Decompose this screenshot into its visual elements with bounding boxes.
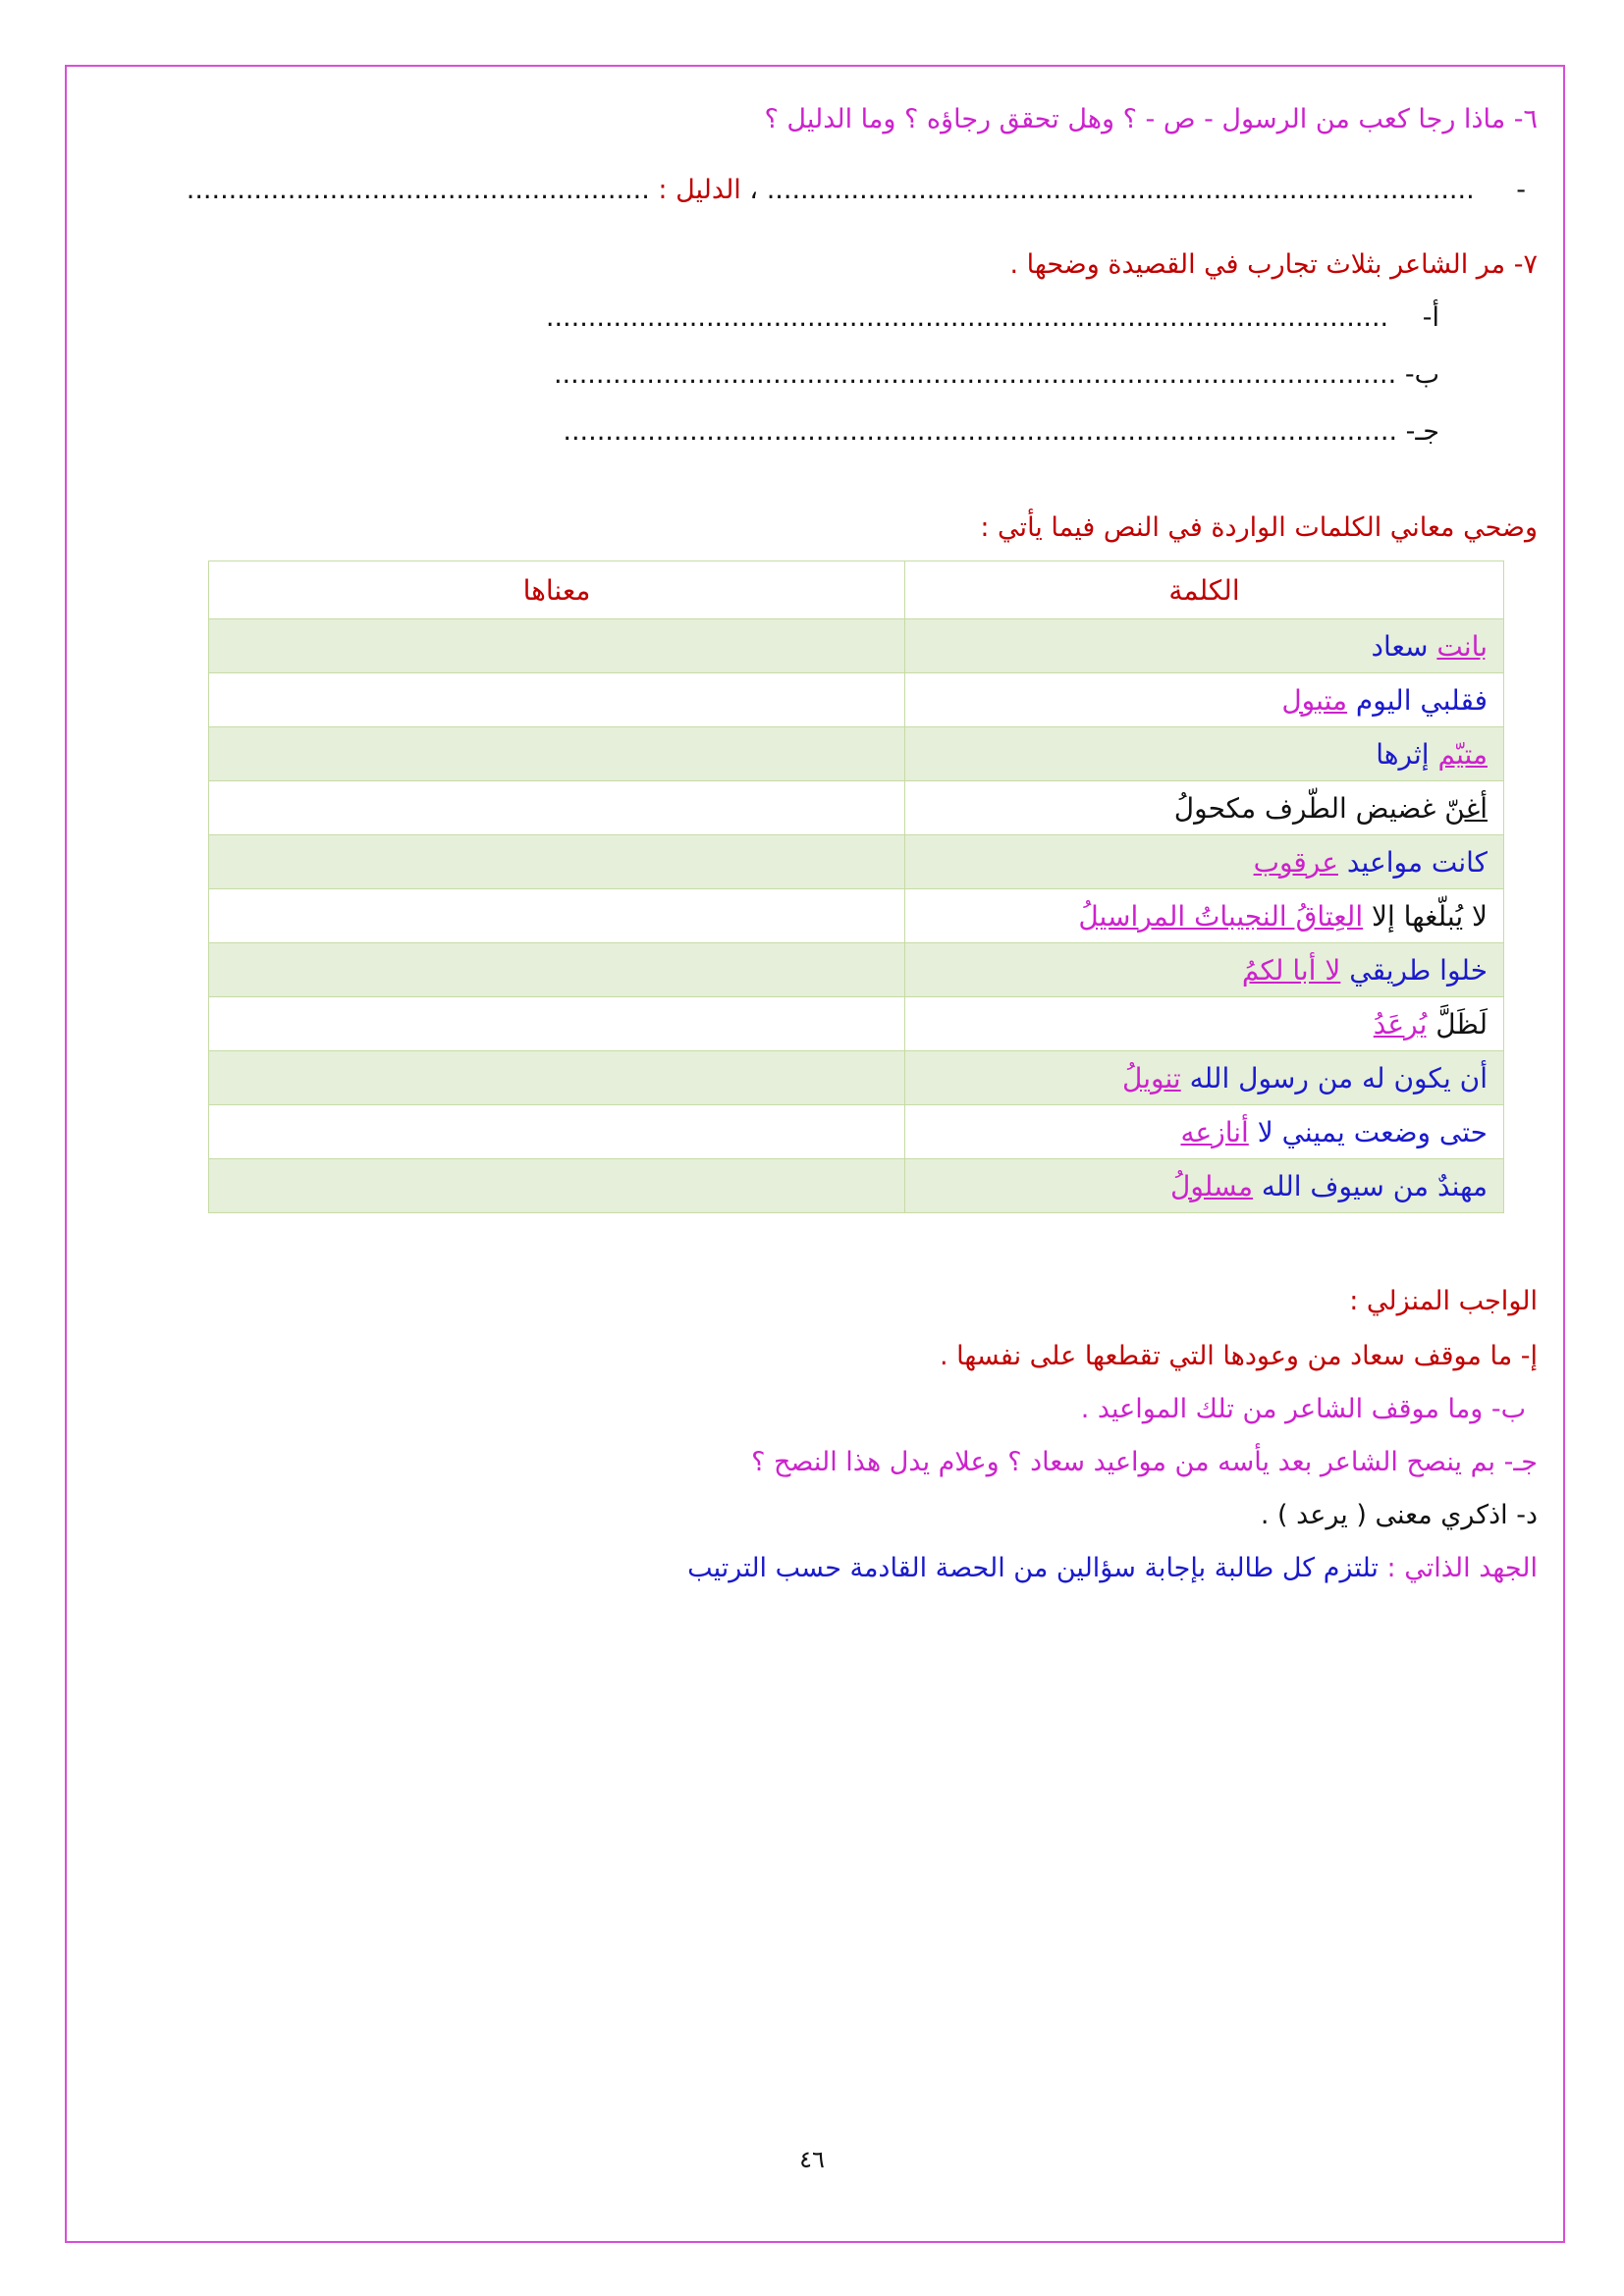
homework-b: ب- وما موقف الشاعر من تلك المواعيد .: [1080, 1394, 1526, 1424]
q7-item-b-label: ب-: [1404, 359, 1439, 390]
table-row: [209, 943, 1504, 997]
meaning-cell[interactable]: [209, 835, 905, 889]
word-cell: [905, 943, 1504, 997]
word-cell: [905, 835, 1504, 889]
q7-item-b: [554, 359, 1439, 390]
self-effort-label: الجهد الذاتي :: [1386, 1553, 1538, 1583]
word-rest: سعاد: [1371, 629, 1437, 663]
word-prefix: لا يُبلّغها إلا: [1363, 899, 1488, 933]
table-row: [209, 673, 1504, 727]
table-row: [209, 1051, 1504, 1105]
table-header-row: [209, 561, 1504, 619]
table-row: [209, 781, 1504, 835]
self-effort-text: تلتزم كل طالبة بإجابة سؤالين من الحصة القادمة حسب الترتيب: [687, 1553, 1387, 1583]
highlighted-word: العِتاقُ النجيباتُ المراسيلُ: [1078, 899, 1364, 933]
word-rest: إثرها: [1376, 737, 1438, 771]
q7-item-a-label: أ-: [1422, 302, 1439, 333]
meaning-cell[interactable]: [209, 889, 905, 943]
answer-comma: ،: [749, 175, 759, 205]
word-cell: [905, 997, 1504, 1051]
meaning-cell[interactable]: [209, 727, 905, 781]
homework-a: إ- ما موقف سعاد من وعودها التي تقطعها على نفسها .: [940, 1341, 1538, 1371]
highlighted-word: تنويلُ: [1122, 1061, 1181, 1095]
answer-dash: -: [1516, 175, 1526, 205]
meaning-cell[interactable]: [209, 943, 905, 997]
meaning-cell[interactable]: [209, 997, 905, 1051]
table-row: [209, 1105, 1504, 1159]
highlighted-word: مسلولُ: [1169, 1169, 1254, 1202]
highlighted-word: متيّم: [1437, 737, 1488, 771]
highlighted-word: بانت: [1436, 629, 1488, 663]
highlighted-word: أغنّ: [1444, 791, 1488, 825]
table-row: [209, 619, 1504, 673]
header-word: الكلمة: [905, 561, 1504, 619]
word-cell: [905, 1051, 1504, 1105]
evidence-label: الدليل :: [658, 175, 741, 205]
highlighted-word: لا أبا لكمُ: [1241, 953, 1341, 987]
table-row: [209, 889, 1504, 943]
evidence-dots: .......................................................: [186, 175, 650, 205]
homework-title: الواجب المنزلي :: [1349, 1286, 1538, 1316]
highlighted-word: متبول: [1281, 683, 1348, 717]
vocab-table: [208, 561, 1504, 1213]
meaning-cell[interactable]: [209, 673, 905, 727]
highlighted-word: يُرعَدُ: [1373, 1007, 1428, 1041]
table-row: [209, 1159, 1504, 1213]
page-number: ٤٦: [799, 2146, 825, 2173]
word-cell: [905, 673, 1504, 727]
meaning-cell[interactable]: [209, 1105, 905, 1159]
question-7: ٧- مر الشاعر بثلاث تجارب في القصيدة وضحها .: [1009, 249, 1538, 280]
word-cell: [905, 619, 1504, 673]
highlighted-word: عرقوب: [1253, 845, 1338, 879]
highlighted-word: أنازعه: [1180, 1115, 1249, 1148]
meaning-cell[interactable]: [209, 1159, 905, 1213]
answer-dots: ....................................................................................: [766, 175, 1475, 205]
meaning-cell[interactable]: [209, 781, 905, 835]
meaning-cell[interactable]: [209, 1051, 905, 1105]
word-cell: [905, 781, 1504, 835]
word-prefix: مهندٌ من سيوف الله: [1253, 1169, 1488, 1202]
word-cell: [905, 889, 1504, 943]
table-row: [209, 835, 1504, 889]
q7-item-c-dots: ...................................................................................................: [563, 416, 1398, 447]
word-cell: [905, 1105, 1504, 1159]
word-prefix: فقلبي اليوم: [1347, 683, 1488, 717]
word-prefix: لَظَلَّ: [1427, 1007, 1488, 1041]
meaning-cell[interactable]: [209, 619, 905, 673]
question-6-answer-line: [187, 175, 1526, 205]
word-cell: [905, 727, 1504, 781]
table-row: [209, 997, 1504, 1051]
word-rest: غضيض الطّرف مكحولُ: [1173, 791, 1445, 825]
vocab-instruction: وضحي معاني الكلمات الواردة في النص فيما يأتي :: [980, 512, 1538, 543]
q7-item-b-dots: ....................................................................................................: [553, 359, 1397, 390]
q7-item-c: [563, 416, 1439, 447]
homework-d: د- اذكري معنى ( يرعد ) .: [1260, 1500, 1538, 1530]
word-prefix: أن يكون له من رسول الله: [1180, 1061, 1488, 1095]
word-prefix: خلوا طريقي: [1340, 953, 1488, 987]
header-meaning: معناها: [209, 561, 905, 619]
question-6: ٦- ماذا رجا كعب من الرسول - ص - ؟ وهل تحقق رجاؤه ؟ وما الدليل ؟: [764, 104, 1538, 134]
q7-item-c-label: جـ-: [1405, 416, 1439, 447]
table-row: [209, 727, 1504, 781]
word-prefix: حتى وضعت يميني لا: [1248, 1115, 1488, 1148]
q7-item-a-dots: ....................................................................................................: [545, 302, 1389, 333]
word-cell: [905, 1159, 1504, 1213]
homework-c: جـ- بم ينصح الشاعر بعد يأسه من مواعيد سعاد ؟ وعلام يدل هذا النصح ؟: [751, 1447, 1538, 1477]
q7-item-a: [546, 302, 1439, 333]
word-prefix: كانت مواعيد: [1337, 845, 1488, 879]
self-effort: [687, 1553, 1538, 1583]
